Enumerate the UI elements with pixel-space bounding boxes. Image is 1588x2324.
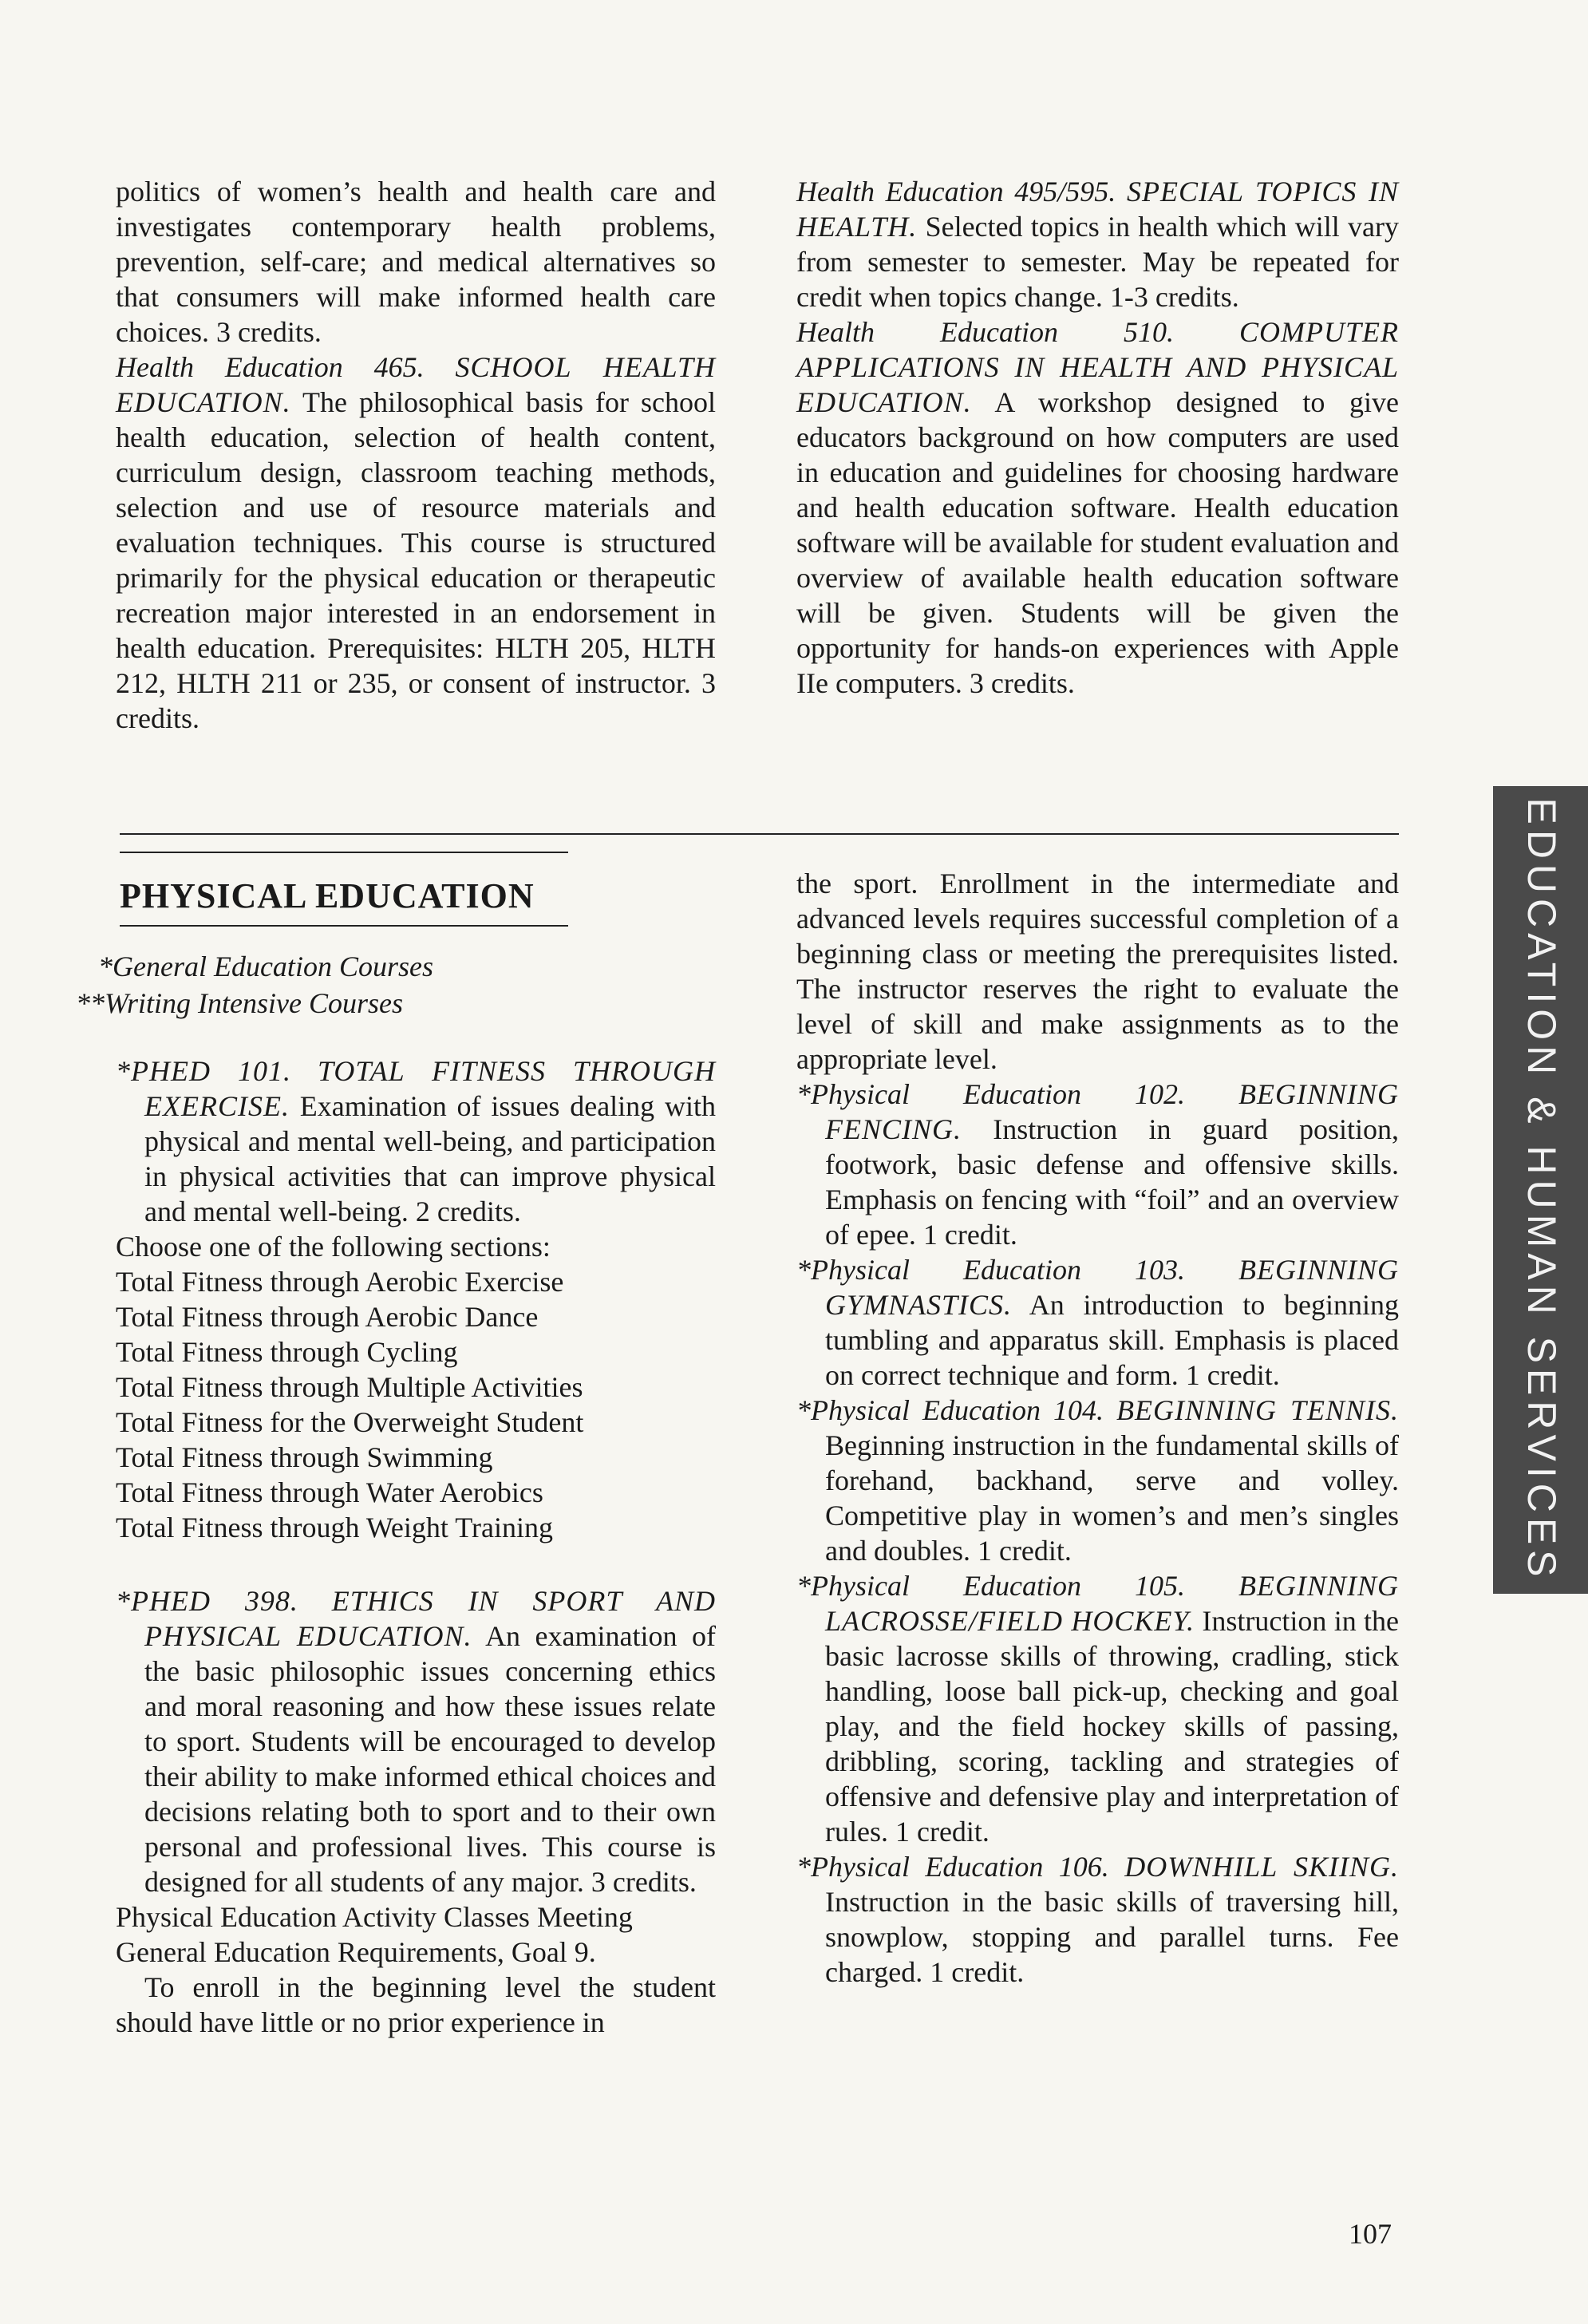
course-title: DOWNHILL SKIING. (1124, 1851, 1399, 1883)
legend-general-education: *General Education Courses (98, 951, 433, 982)
continued-paragraph: politics of women’s health and health care and investigates contemporary health problems, prevention, self-care; and medical alternatives so that consumers will make informed health care choices. 3 credits. (116, 176, 716, 348)
section-list-item: Total Fitness through Swimming (116, 1441, 493, 1473)
course-description: Instruction in the basic skills of traversing hill, snowplow, stopping and parallel turns. Fee charged. 1 credit. (825, 1886, 1399, 1988)
course-description: The philosophical basis for school health education, selection of health content, curriculum design, classroom teaching methods, selection and use of resource materials and evaluation techniques. This course is structured primarily for the physical education or therapeutic recreation major interested in an endorsement in health education. Prerequisites: HLTH 205, HLTH 212, HLTH 211 or 235, or consent of instructor. 3 credits. (116, 386, 716, 734)
course-code: *Physical Education 104. (796, 1394, 1104, 1426)
course-pe-103 (796, 1252, 1399, 1393)
course-description: An introduction to beginning tumbling and apparatus skill. Emphasis is placed on correct technique and form. 1 credit. (825, 1289, 1399, 1391)
course-code: Health Education 465. (116, 351, 425, 383)
chapter-side-tab-label: EDUCATION & HUMAN SERVICES (1519, 797, 1564, 1583)
course-code: *PHED 398. (116, 1585, 298, 1617)
course-description: Beginning instruction in the fundamental skills of forehand, backhand, serve and volley. Competitive play in women’s and men’s singles and doubles. 1 credit. (825, 1429, 1399, 1567)
course-hlth-510 (796, 314, 1399, 701)
enrollment-note: To enroll in the beginning level the student should have little or no prior experience in (116, 1971, 716, 2038)
section-list-intro: Choose one of the following sections: (116, 1231, 551, 1263)
section-list-item: Total Fitness through Aerobic Dance (116, 1301, 539, 1333)
course-title: BEGINNING FENCING. (825, 1078, 1400, 1145)
section-list-item: Total Fitness for the Overweight Student (116, 1406, 584, 1438)
course-title: BEGINNING TENNIS. (1116, 1394, 1400, 1426)
continued-paragraph: the sport. Enrollment in the intermediate and advanced levels requires successful completion of a beginning class or meeting the prerequisites listed. The instructor reserves the right to evaluate the level of skill and make assignments as to the appropriate level. (796, 868, 1399, 1075)
course-description: Instruction in the basic lacrosse skills of throwing, cradling, stick handling, loose ball pick-up, checking and goal play, and the field hockey skills of passing, dribbling, scoring, tackling and strategies of offensive and defensive play and interpretation of rules. 1 credit. (825, 1605, 1400, 1848)
course-phed-398 (116, 1583, 716, 1899)
section-list-item: Total Fitness through Cycling (116, 1336, 458, 1368)
page-number: 107 (1349, 2218, 1392, 2250)
heading-rule-top (120, 852, 568, 853)
column-top-right (796, 174, 1399, 701)
course-title: SCHOOL HEALTH EDUCATION. (116, 351, 716, 418)
section-list-item: Total Fitness through Multiple Activities (116, 1371, 583, 1403)
course-pe-105 (796, 1568, 1399, 1849)
section-list-item: Total Fitness through Water Aerobics (116, 1476, 543, 1508)
column-bottom-left (116, 1053, 716, 2040)
legend-writing-intensive: **Writing Intensive Courses (76, 987, 403, 1019)
course-description: A workshop designed to give educators background on how computers are used in education and guidelines for choosing hardware and health education software. Health education software will be available for student evaluation and overview of available health education software will be given. Students will be given the opportunity for hands-on experiences with Apple IIe computers. 3 credits. (796, 386, 1399, 699)
course-code: *Physical Education 103. (796, 1254, 1185, 1286)
course-hlth-495 (796, 174, 1399, 314)
course-title: SPECIAL TOPICS IN HEALTH. (796, 176, 1400, 243)
course-code: *PHED 101. (116, 1055, 291, 1087)
course-title: BEGINNING GYMNASTICS. (825, 1254, 1400, 1321)
course-legend (76, 948, 433, 1022)
course-code: *Physical Education 105. (796, 1570, 1185, 1602)
section-list-item: Total Fitness through Weight Training (116, 1512, 553, 1543)
course-description: Instruction in guard position, footwork, basic defense and offensive skills. Emphasis on fencing with “foil” and an overview of epee. 1 credit. (825, 1113, 1399, 1251)
course-code: Health Education 510. (796, 316, 1174, 348)
column-bottom-right (796, 866, 1399, 1990)
section-title: PHYSICAL EDUCATION (120, 876, 535, 915)
course-code: *Physical Education 106. (796, 1851, 1109, 1883)
course-title: TOTAL FITNESS THROUGH EXERCISE. (144, 1055, 716, 1122)
course-title: BEGINNING LACROSSE/FIELD HOCKEY. (825, 1570, 1400, 1637)
course-phed-101 (116, 1053, 716, 1229)
course-description: Examination of issues dealing with physical and mental well-being, and participation in physical activities that can improve physical and mental well-being. 2 credits. (144, 1090, 716, 1227)
course-pe-102 (796, 1077, 1399, 1252)
course-description: Selected topics in health which will vary from semester to semester. May be repeated for credit when topics change. 1-3 credits. (796, 211, 1400, 313)
section-divider (120, 833, 1399, 835)
section-list (116, 1229, 716, 1545)
chapter-side-tab (1493, 786, 1588, 1594)
course-pe-104 (796, 1393, 1399, 1568)
activity-classes-note: Physical Education Activity Classes Meeting General Education Requirements, Goal 9. (116, 1901, 633, 1968)
course-pe-106 (796, 1849, 1399, 1990)
section-list-item: Total Fitness through Aerobic Exercise (116, 1266, 564, 1298)
course-title: COMPUTER APPLICATIONS IN HEALTH AND PHYSICAL EDUCATION. (796, 316, 1399, 418)
course-code: *Physical Education 102. (796, 1078, 1185, 1110)
column-top-left (116, 174, 716, 736)
course-title: ETHICS IN SPORT AND PHYSICAL EDUCATION. (144, 1585, 716, 1652)
course-code: Health Education 495/595. (796, 176, 1116, 208)
heading-rule-bottom (120, 925, 568, 927)
course-hlth-465 (116, 350, 716, 736)
course-description: An examination of the basic philosophic issues concerning ethics and moral reasoning and how these issues relate to sport. Students will be encouraged to develop their ability to make informed ethical choices and decisions relating both to sport and to their own personal and professional lives. This course is designed for all students of any major. 3 credits. (144, 1620, 716, 1898)
